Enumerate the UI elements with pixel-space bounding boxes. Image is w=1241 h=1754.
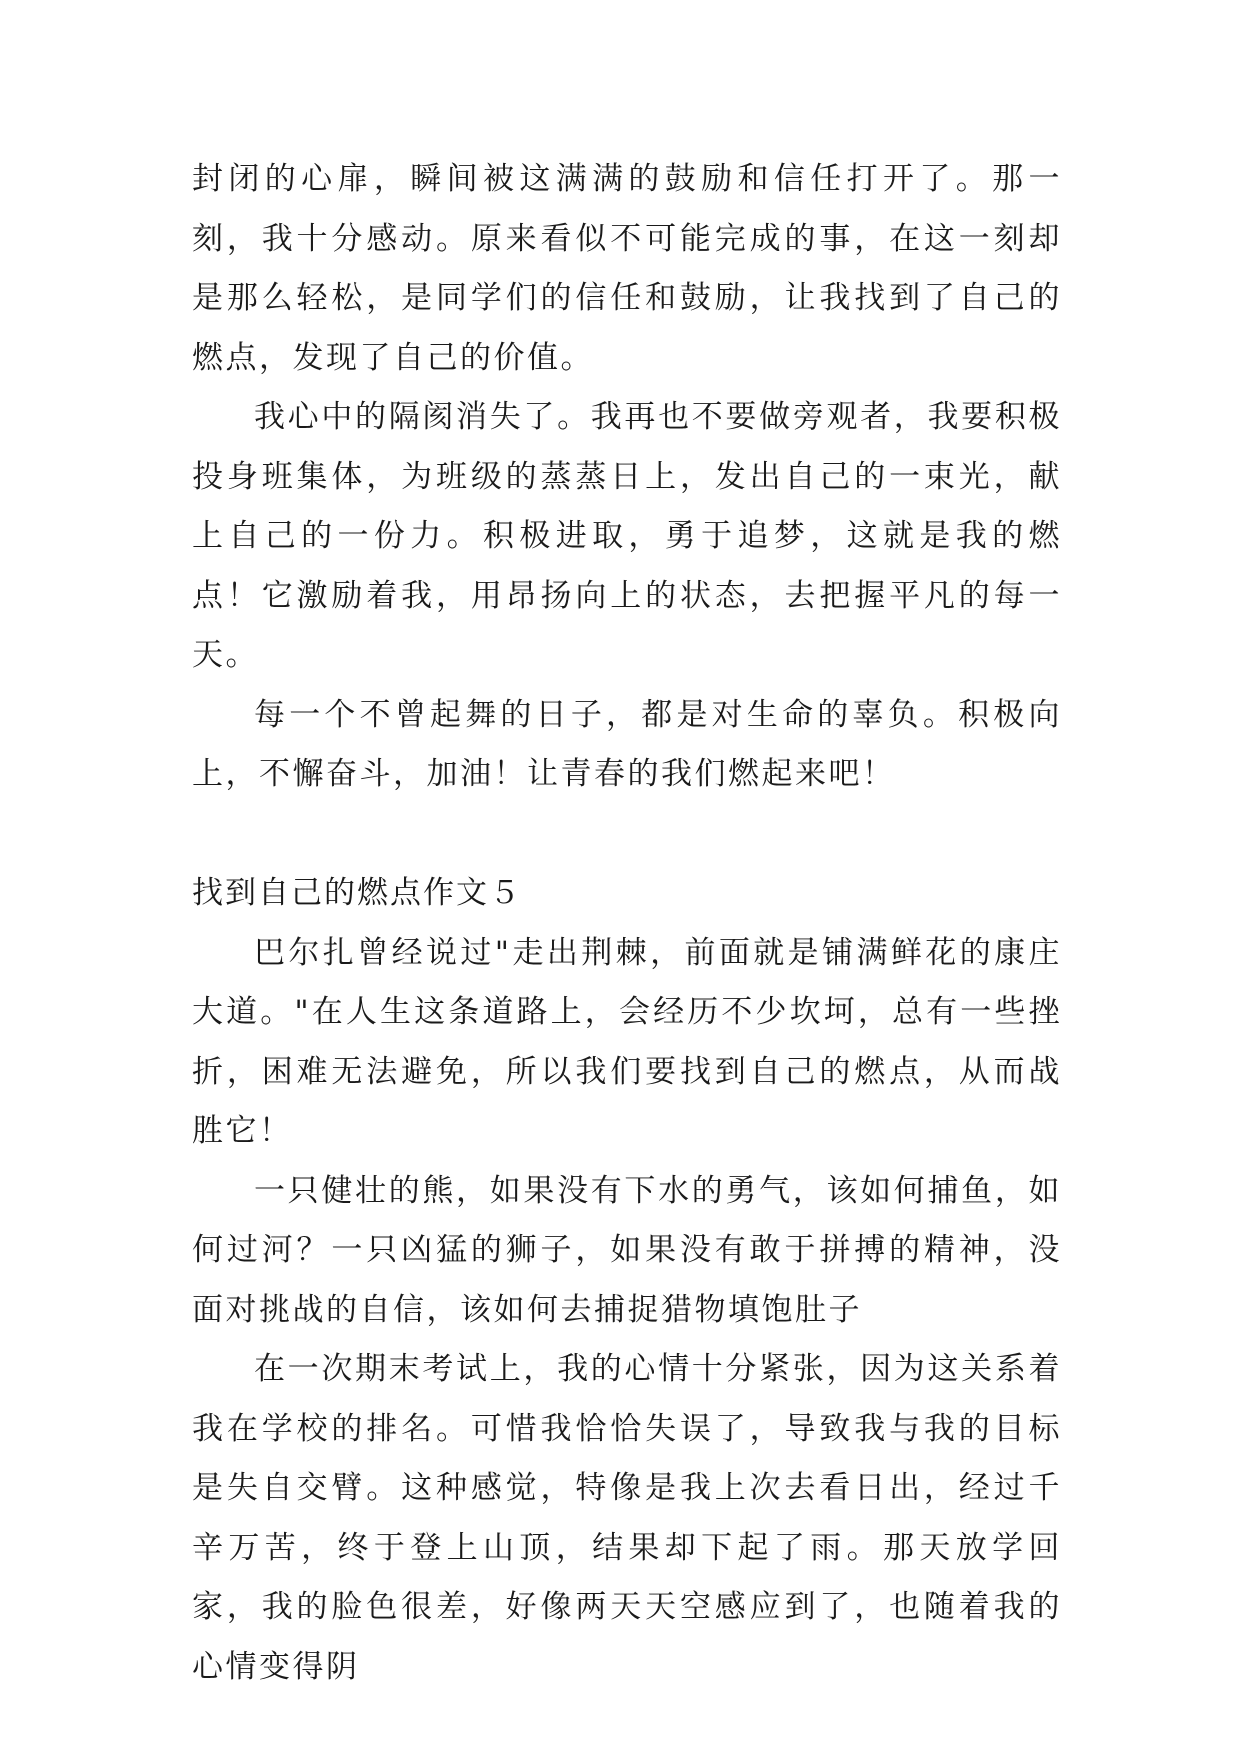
paragraph: 巴尔扎曾经说过"走出荆棘，前面就是铺满鲜花的康庄大道。"在人生这条道路上，会经历不少坎坷，总有一些挫折，困难无法避免，所以我们要找到自己的燃点，从而战胜它！ <box>192 934 1062 1149</box>
section-title: 找到自己的燃点作文５ <box>192 875 522 911</box>
paragraph: 每一个不曾起舞的日子，都是对生命的辜负。积极向上，不懈奋斗，加油！让青春的我们燃起来吧！ <box>192 696 1062 792</box>
paragraph: 我心中的隔阂消失了。我再也不要做旁观者，我要积极投身班集体，为班级的蒸蒸日上，发出自己的一束光，献上自己的一份力。积极进取，勇于追梦，这就是我的燃点！它激励着我，用昂扬向上的状态，去把握平凡的每一天。 <box>192 399 1062 673</box>
paragraph: 一只健壮的熊，如果没有下水的勇气，该如何捕鱼，如何过河？一只凶猛的狮子，如果没有敢于拼搏的精神，没面对挑战的自信，该如何去捕捉猎物填饱肚子 <box>192 1172 1062 1328</box>
section-spacer <box>192 805 1062 865</box>
document-page <box>192 150 1062 1697</box>
paragraph-continuation: 封闭的心扉，瞬间被这满满的鼓励和信任打开了。那一刻，我十分感动。原来看似不可能完成的事，在这一刻却是那么轻松，是同学们的信任和鼓励，让我找到了自己的燃点，发现了自己的价值。 <box>192 161 1062 376</box>
paragraph: 在一次期末考试上，我的心情十分紧张，因为这关系着我在学校的排名。可惜我恰恰失误了，导致我与我的目标是失自交臂。这种感觉，特像是我上次去看日出，经过千辛万苦，终于登上山顶，结果却下起了雨。那天放学回家，我的脸色很差，好像两天天空感应到了，也随着我的心情变得阴 <box>192 1351 1062 1685</box>
